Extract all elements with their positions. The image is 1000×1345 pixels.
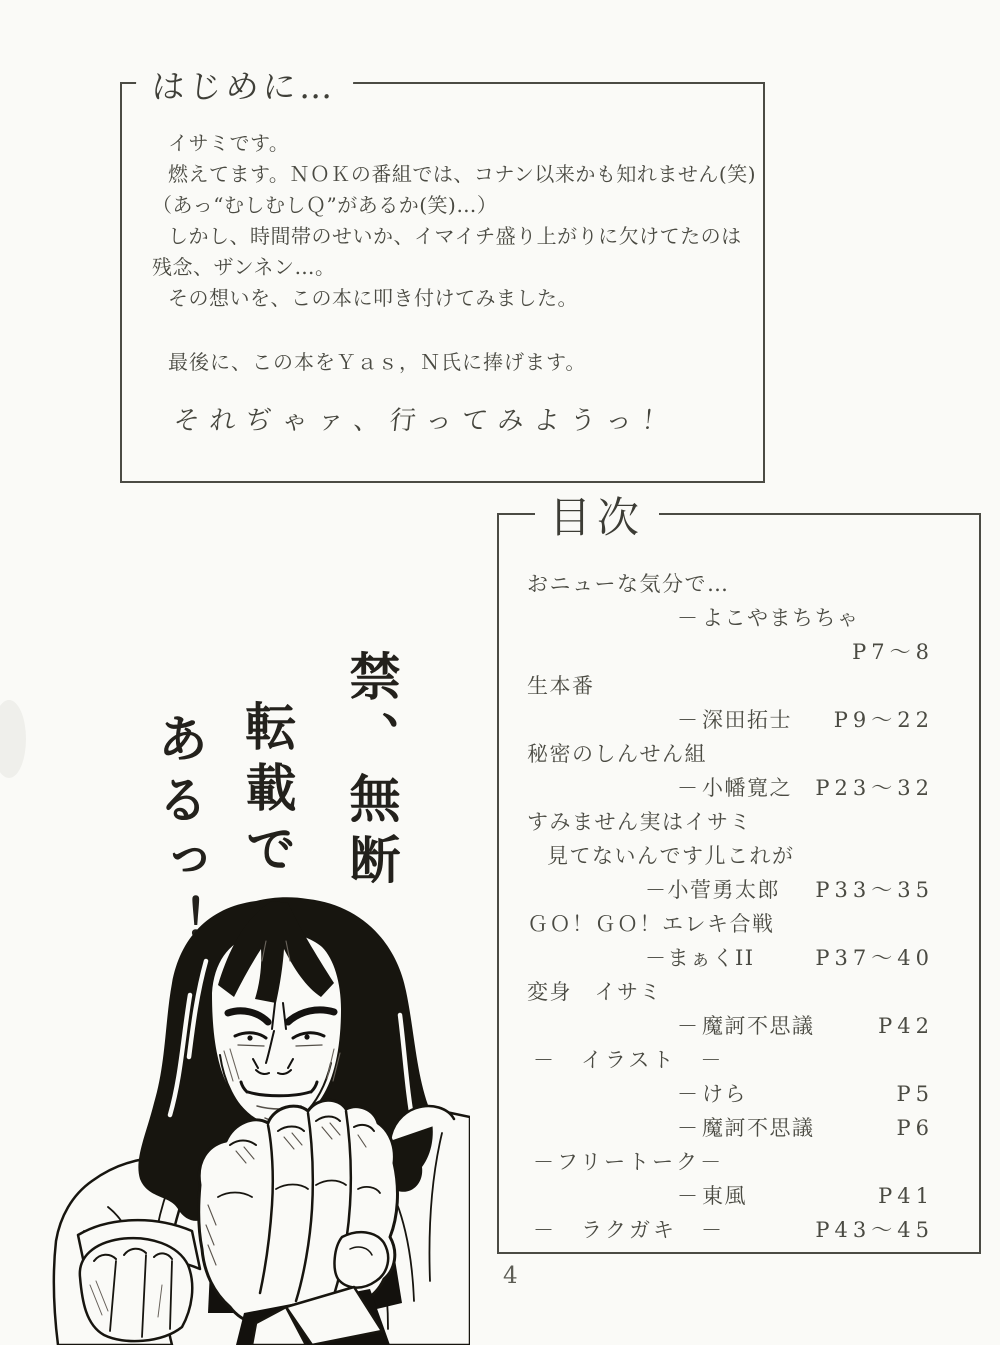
- toc-row: [499, 1213, 979, 1247]
- toc-entry-author: －まぁくII: [645, 946, 755, 970]
- toc-entry-author: よこやまちちゃ: [702, 606, 860, 630]
- toc-entry-dash: －: [677, 1014, 700, 1038]
- toc-entry-title: ＧＯ！ＧＯ！エレキ合戦: [527, 912, 775, 936]
- toc-entry-dash: －: [677, 708, 700, 732]
- toc-entry-pages: P5: [896, 1082, 934, 1106]
- intro-box-title: はじめに…: [134, 61, 354, 108]
- toc-entry-pages: P7～8: [852, 640, 934, 664]
- toc-row: [499, 1043, 979, 1077]
- toc-entry-author: 魔訶不思議: [702, 1014, 815, 1038]
- intro-line: イサミです。: [168, 131, 290, 155]
- toc-row: [499, 1179, 979, 1213]
- toc-row: [499, 975, 979, 1009]
- toc-row: [499, 805, 979, 839]
- toc-entry-pages: P41: [878, 1184, 934, 1208]
- toc-entry-dash: －: [677, 776, 700, 800]
- toc-entry-title: おニューな気分で…: [527, 572, 730, 596]
- toc-entry-author: －小菅勇太郎: [645, 878, 780, 902]
- toc-row: [499, 1009, 979, 1043]
- toc-entry-title: －フリートーク－: [533, 1150, 725, 1174]
- scan-smudge: [0, 700, 26, 778]
- toc-row: [499, 907, 979, 941]
- slogan-column-3: あるっ！: [148, 712, 208, 956]
- toc-row: [499, 941, 979, 975]
- toc-row: [499, 839, 979, 873]
- slogan-column-1: 禁、無断: [340, 650, 400, 894]
- toc-entry-pages: P23～32: [815, 776, 934, 800]
- toc-row: [499, 567, 979, 601]
- toc-entry-pages: P9～22: [833, 708, 934, 732]
- toc-entry-pages: P33～35: [815, 878, 934, 902]
- toc-entry-author: けら: [702, 1082, 747, 1106]
- intro-line: （あっ“むしむしＱ”があるか(笑)…）: [152, 193, 498, 217]
- toc-entry-pages: P6: [896, 1116, 934, 1140]
- toc-entry-author: 魔訶不思議: [702, 1116, 815, 1140]
- toc-entry-dash: －: [677, 1184, 700, 1208]
- toc-row: [499, 873, 979, 907]
- toc-box: [497, 493, 981, 1254]
- intro-closing: それぢゃァ、行ってみようっ！: [172, 406, 680, 436]
- page-number: 4: [503, 1263, 519, 1289]
- intro-line: 燃えてます。ＮＯＫの番組では、コナン以来かも知れません(笑): [168, 162, 757, 186]
- toc-entry-title: 生本番: [527, 674, 595, 698]
- intro-line: 残念、ザンネン…。: [152, 255, 336, 279]
- toc-entry-title: すみません実はイサミ: [527, 810, 752, 834]
- toc-entry-title: 見てないんです儿これが: [547, 844, 795, 868]
- intro-body: [152, 128, 757, 314]
- toc-entry-pages: P37～40: [815, 946, 934, 970]
- intro-line: その想いを、この本に叩き付けてみました。: [168, 286, 578, 310]
- toc-entry-author: 東風: [702, 1184, 747, 1208]
- toc-entry-author: 小幡寛之: [702, 776, 792, 800]
- manga-man-punch-illustration: [50, 845, 470, 1345]
- toc-row: [499, 635, 979, 669]
- toc-entry-title: 秘密のしんせん組: [527, 742, 707, 766]
- toc-row: [499, 771, 979, 805]
- toc-title: 目次: [535, 485, 659, 545]
- toc-row: [499, 737, 979, 771]
- toc-entry-dash: －: [677, 1116, 700, 1140]
- toc-row: [499, 1077, 979, 1111]
- toc-entry-dash: －: [677, 1082, 700, 1106]
- intro-line: しかし、時間帯のせいか、イマイチ盛り上がりに欠けてたのは: [168, 224, 742, 248]
- toc-entry-title: － ラクガキ －: [533, 1218, 725, 1242]
- toc-entry-dash: －: [677, 606, 700, 630]
- toc-row: [499, 669, 979, 703]
- toc-entry-title: 変身 イサミ: [527, 980, 662, 1004]
- toc-entry-author: 深田拓士: [702, 708, 792, 732]
- intro-dedication: 最後に、この本をＹａｓ，Ｎ氏に捧げます。: [168, 350, 587, 374]
- toc-rows: [499, 567, 979, 1247]
- slogan-column-2: 転載で: [236, 700, 296, 883]
- toc-entry-pages: P43～45: [815, 1218, 934, 1242]
- toc-row: [499, 1111, 979, 1145]
- toc-row: [499, 1145, 979, 1179]
- toc-entry-title: － イラスト －: [533, 1048, 725, 1072]
- toc-row: [499, 703, 979, 737]
- toc-entry-pages: P42: [878, 1014, 934, 1038]
- intro-box: [120, 67, 765, 483]
- thumb: [335, 1232, 389, 1287]
- toc-row: [499, 601, 979, 635]
